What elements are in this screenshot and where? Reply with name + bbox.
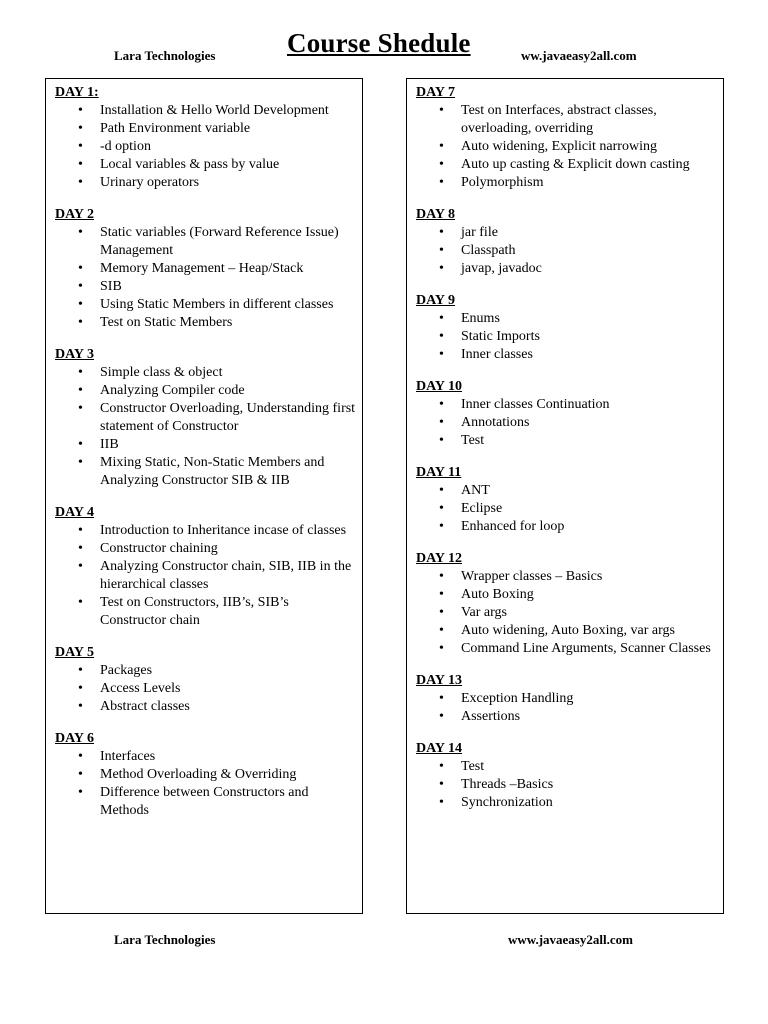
bullet-icon: • <box>439 329 444 344</box>
topic-item <box>55 680 356 698</box>
bullet-icon: • <box>78 559 83 574</box>
topic-item <box>55 454 356 490</box>
day-title: DAY 2 <box>55 207 95 222</box>
topic-text: javap, javadoc <box>461 261 542 276</box>
topic-item <box>416 776 717 794</box>
topic-item <box>416 102 717 138</box>
bullet-icon: • <box>78 595 83 610</box>
topic-item <box>416 396 717 414</box>
bullet-icon: • <box>439 157 444 172</box>
day-section <box>55 644 356 716</box>
topic-text: Test on Static Members <box>100 315 233 330</box>
topic-text: Method Overloading & Overriding <box>100 767 297 782</box>
day-section <box>55 84 356 192</box>
topic-text: Assertions <box>461 709 521 724</box>
topic-text: Classpath <box>461 243 516 258</box>
topic-item <box>416 568 717 586</box>
bullet-icon: • <box>439 709 444 724</box>
bullet-icon: • <box>439 483 444 498</box>
topic-text: Wrapper classes – Basics <box>461 569 603 584</box>
topic-text: Enums <box>461 311 500 326</box>
bullet-icon: • <box>78 297 83 312</box>
bullet-icon: • <box>78 437 83 452</box>
topic-text: Enhanced for loop <box>461 519 565 534</box>
bullet-icon: • <box>78 315 83 330</box>
topic-item <box>55 766 356 784</box>
topic-text: -d option <box>100 139 151 154</box>
topic-item <box>416 482 717 500</box>
topic-text: Local variables & pass by value <box>100 157 280 172</box>
topic-item <box>55 436 356 454</box>
day-title: DAY 11 <box>416 465 462 480</box>
bullet-icon: • <box>439 605 444 620</box>
topic-text: Using Static Members in different classes <box>100 297 334 312</box>
bullet-icon: • <box>78 121 83 136</box>
day-title: DAY 12 <box>416 551 463 566</box>
topic-list <box>416 310 717 364</box>
day-title: DAY 8 <box>416 207 456 222</box>
topic-item <box>416 224 717 242</box>
topic-item <box>55 138 356 156</box>
bullet-icon: • <box>78 261 83 276</box>
day-title: DAY 14 <box>416 741 463 756</box>
bullet-icon: • <box>439 691 444 706</box>
topic-item <box>416 794 717 812</box>
bullet-icon: • <box>439 623 444 638</box>
day-section <box>416 672 717 726</box>
bullet-icon: • <box>78 225 83 240</box>
topic-item <box>416 346 717 364</box>
topic-list <box>55 224 356 332</box>
topic-item <box>55 558 356 594</box>
topic-item <box>416 260 717 278</box>
day-title: DAY 3 <box>55 347 95 362</box>
bullet-icon: • <box>439 139 444 154</box>
topic-text: Test on Interfaces, abstract classes, overloading, overriding <box>461 103 657 136</box>
topic-text: Access Levels <box>100 681 181 696</box>
topic-item <box>55 382 356 400</box>
topic-item <box>55 120 356 138</box>
day-section <box>416 84 717 192</box>
bullet-icon: • <box>439 225 444 240</box>
bullet-icon: • <box>439 777 444 792</box>
footer-company: Lara Technologies <box>114 932 216 947</box>
topic-text: Interfaces <box>100 749 156 764</box>
topic-text: SIB <box>100 279 122 294</box>
day-section <box>55 504 356 630</box>
topic-text: Packages <box>100 663 153 678</box>
topic-item <box>416 640 717 658</box>
bullet-icon: • <box>78 139 83 154</box>
day-title: DAY 6 <box>55 731 95 746</box>
topic-item <box>55 174 356 192</box>
topic-list <box>416 102 717 192</box>
topic-text: Analyzing Constructor chain, SIB, IIB in the hierarchical classes <box>100 559 352 592</box>
day-section <box>416 206 717 278</box>
bullet-icon: • <box>439 175 444 190</box>
bullet-icon: • <box>78 767 83 782</box>
bullet-icon: • <box>439 569 444 584</box>
topic-item <box>55 224 356 260</box>
header-website: ww.javaeasy2all.com <box>521 48 637 63</box>
bullet-icon: • <box>439 261 444 276</box>
topic-item <box>55 748 356 766</box>
topic-item <box>416 518 717 536</box>
topic-text: ANT <box>461 483 490 498</box>
topic-text: Installation & Hello World Development <box>100 103 329 118</box>
topic-item <box>416 690 717 708</box>
day-title: DAY 1: <box>55 85 99 100</box>
topic-item <box>416 604 717 622</box>
footer-website: www.javaeasy2all.com <box>508 932 633 947</box>
bullet-icon: • <box>439 311 444 326</box>
topic-item <box>416 414 717 432</box>
topic-item <box>416 500 717 518</box>
topic-item <box>55 784 356 820</box>
day-section <box>55 730 356 820</box>
topic-text: Synchronization <box>461 795 553 810</box>
topic-text: Auto Boxing <box>461 587 534 602</box>
topic-text: Urinary operators <box>100 175 200 190</box>
day-title: DAY 5 <box>55 645 95 660</box>
topic-text: Path Environment variable <box>100 121 251 136</box>
topic-item <box>55 698 356 716</box>
topic-item <box>55 314 356 332</box>
topic-item <box>55 540 356 558</box>
topic-list <box>416 396 717 450</box>
topic-item <box>55 156 356 174</box>
bullet-icon: • <box>439 103 444 118</box>
topic-list <box>416 568 717 658</box>
topic-text: Auto widening, Explicit narrowing <box>461 139 657 154</box>
bullet-icon: • <box>78 663 83 678</box>
bullet-icon: • <box>439 501 444 516</box>
topic-item <box>416 432 717 450</box>
topic-text: Inner classes <box>461 347 533 362</box>
topic-item <box>55 662 356 680</box>
topic-text: Auto up casting & Explicit down casting <box>461 157 690 172</box>
day-section <box>416 292 717 364</box>
bullet-icon: • <box>78 175 83 190</box>
day-section <box>55 206 356 332</box>
bullet-icon: • <box>78 455 83 470</box>
topic-text: Memory Management – Heap/Stack <box>100 261 304 276</box>
day-section <box>416 464 717 536</box>
topic-item <box>416 138 717 156</box>
topic-item <box>55 364 356 382</box>
topic-text: Command Line Arguments, Scanner Classes <box>461 641 711 656</box>
right-schedule-column <box>406 78 724 914</box>
topic-text: Eclipse <box>461 501 503 516</box>
bullet-icon: • <box>78 681 83 696</box>
topic-item <box>416 586 717 604</box>
topic-text: jar file <box>461 225 498 240</box>
topic-list <box>416 224 717 278</box>
topic-text: Analyzing Compiler code <box>100 383 245 398</box>
bullet-icon: • <box>439 397 444 412</box>
topic-text: Threads –Basics <box>461 777 554 792</box>
day-title: DAY 13 <box>416 673 463 688</box>
topic-text: Test <box>461 759 485 774</box>
day-title: DAY 9 <box>416 293 456 308</box>
day-title: DAY 10 <box>416 379 463 394</box>
topic-item <box>416 328 717 346</box>
bullet-icon: • <box>439 347 444 362</box>
day-title: DAY 7 <box>416 85 456 100</box>
bullet-icon: • <box>439 759 444 774</box>
topic-item <box>416 758 717 776</box>
day-title: DAY 4 <box>55 505 95 520</box>
topic-text: Simple class & object <box>100 365 223 380</box>
topic-text: Mixing Static, Non-Static Members and Analyzing Constructor SIB & IIB <box>100 455 325 488</box>
topic-text: Test on Constructors, IIB’s, SIB’s Constructor chain <box>100 595 289 628</box>
topic-text: Static variables (Forward Reference Issue) Management <box>100 225 339 258</box>
day-section <box>55 346 356 490</box>
bullet-icon: • <box>78 699 83 714</box>
topic-text: Abstract classes <box>100 699 190 714</box>
bullet-icon: • <box>439 641 444 656</box>
topic-text: Annotations <box>461 415 530 430</box>
topic-item <box>55 278 356 296</box>
header-company: Lara Technologies <box>114 48 216 63</box>
bullet-icon: • <box>78 523 83 538</box>
topic-text: Introduction to Inheritance incase of classes <box>100 523 347 538</box>
topic-text: Exception Handling <box>461 691 574 706</box>
topic-list <box>55 364 356 490</box>
left-schedule-column <box>45 78 363 914</box>
bullet-icon: • <box>78 749 83 764</box>
bullet-icon: • <box>78 157 83 172</box>
bullet-icon: • <box>78 401 83 416</box>
topic-item <box>416 708 717 726</box>
topic-item <box>55 522 356 540</box>
topic-item <box>55 594 356 630</box>
bullet-icon: • <box>439 587 444 602</box>
topic-item <box>55 400 356 436</box>
topic-item <box>416 174 717 192</box>
bullet-icon: • <box>78 383 83 398</box>
topic-list <box>416 690 717 726</box>
bullet-icon: • <box>439 433 444 448</box>
topic-text: Constructor Overloading, Understanding first statement of Constructor <box>100 401 356 434</box>
topic-list <box>55 662 356 716</box>
day-section <box>416 740 717 812</box>
bullet-icon: • <box>439 519 444 534</box>
topic-item <box>55 102 356 120</box>
page-title: Course Shedule <box>287 28 471 58</box>
topic-item <box>416 310 717 328</box>
topic-text: Static Imports <box>461 329 540 344</box>
topic-text: Difference between Constructors and Methods <box>100 785 309 818</box>
topic-text: Auto widening, Auto Boxing, var args <box>461 623 676 638</box>
topic-item <box>416 622 717 640</box>
bullet-icon: • <box>439 243 444 258</box>
topic-text: Polymorphism <box>461 175 544 190</box>
bullet-icon: • <box>78 279 83 294</box>
topic-item <box>55 260 356 278</box>
topic-list <box>55 522 356 630</box>
day-section <box>416 378 717 450</box>
bullet-icon: • <box>78 785 83 800</box>
bullet-icon: • <box>439 795 444 810</box>
topic-text: Constructor chaining <box>100 541 218 556</box>
topic-list <box>55 102 356 192</box>
topic-item <box>416 242 717 260</box>
topic-item <box>55 296 356 314</box>
day-section <box>416 550 717 658</box>
topic-text: Test <box>461 433 485 448</box>
topic-text: IIB <box>100 437 119 452</box>
topic-list <box>416 482 717 536</box>
bullet-icon: • <box>78 103 83 118</box>
bullet-icon: • <box>78 541 83 556</box>
topic-list <box>55 748 356 820</box>
topic-text: Inner classes Continuation <box>461 397 610 412</box>
bullet-icon: • <box>78 365 83 380</box>
topic-text: Var args <box>461 605 508 620</box>
bullet-icon: • <box>439 415 444 430</box>
topic-item <box>416 156 717 174</box>
topic-list <box>416 758 717 812</box>
